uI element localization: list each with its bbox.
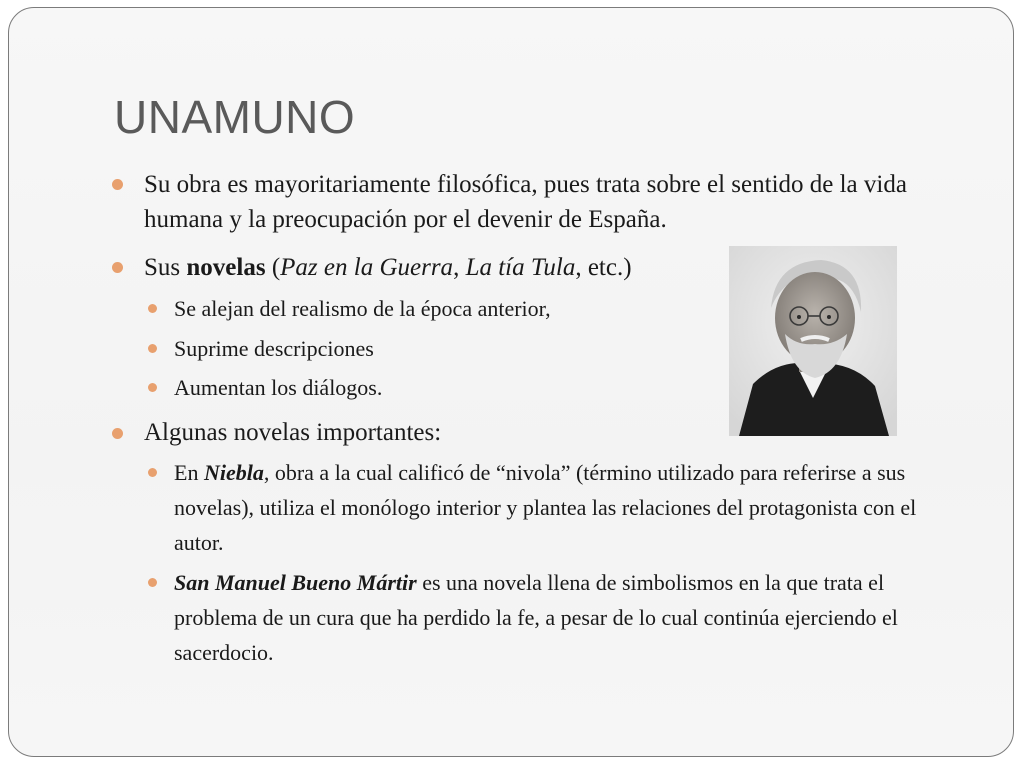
bullet-marker (112, 428, 123, 439)
sub-bullet-marker (148, 578, 157, 587)
portrait-photo (729, 246, 897, 436)
sub-bullet-item: Suprime descripciones (174, 336, 374, 361)
sub-bullet-marker (148, 383, 157, 392)
text-run-bold-italic: San Manuel Bueno Mártir (174, 570, 417, 595)
bullet-item-philosophy: Su obra es mayoritariamente filosófica, pues trata sobre el sentido de la vida humana y la preocupación por el devenir de España. (144, 171, 907, 233)
sub-bullet-item: Aumentan los diálogos. (174, 375, 383, 400)
text-run: , (453, 254, 466, 281)
text-run: , etc.) (575, 254, 632, 281)
portrait-image (729, 246, 897, 436)
sub-bullet-item-san-manuel (174, 565, 959, 670)
bullet-item-algunas: Algunas novelas importantes: (144, 419, 442, 446)
slide-title: UNAMUNO (114, 91, 356, 143)
text-run: En (174, 460, 204, 485)
sub-bullet-marker (148, 304, 157, 313)
text-run: es una novela llena de simbolismos en la que trata el problema de un cura que ha perdido la fe, a pesar de lo cual continúa ejerciendo el sacerdocio. (174, 570, 898, 665)
bullet-marker (112, 262, 123, 273)
sub-bullet-item: Se alejan del realismo de la época anterior, (174, 296, 551, 321)
bullet-marker (112, 179, 123, 190)
sub-bullet-marker (148, 468, 157, 477)
text-run-italic: La tía Tula (465, 254, 576, 281)
text-run: Sus (144, 254, 187, 281)
sub-bullet-marker (148, 344, 157, 353)
sub-bullet-item-niebla (174, 455, 959, 560)
text-run: ( (265, 254, 281, 281)
text-run-bold-italic: Niebla (203, 460, 264, 485)
text-run-bold: novelas (186, 254, 266, 281)
bullet-item-novelas (144, 250, 724, 285)
text-run: , obra a la cual calificó de “nivola” (término utilizado para referirse a sus novelas), utiliza el monólogo interior y plantea las relaciones del protagonista con el autor. (174, 460, 917, 555)
text-run-italic: Paz en la Guerra (280, 254, 454, 281)
